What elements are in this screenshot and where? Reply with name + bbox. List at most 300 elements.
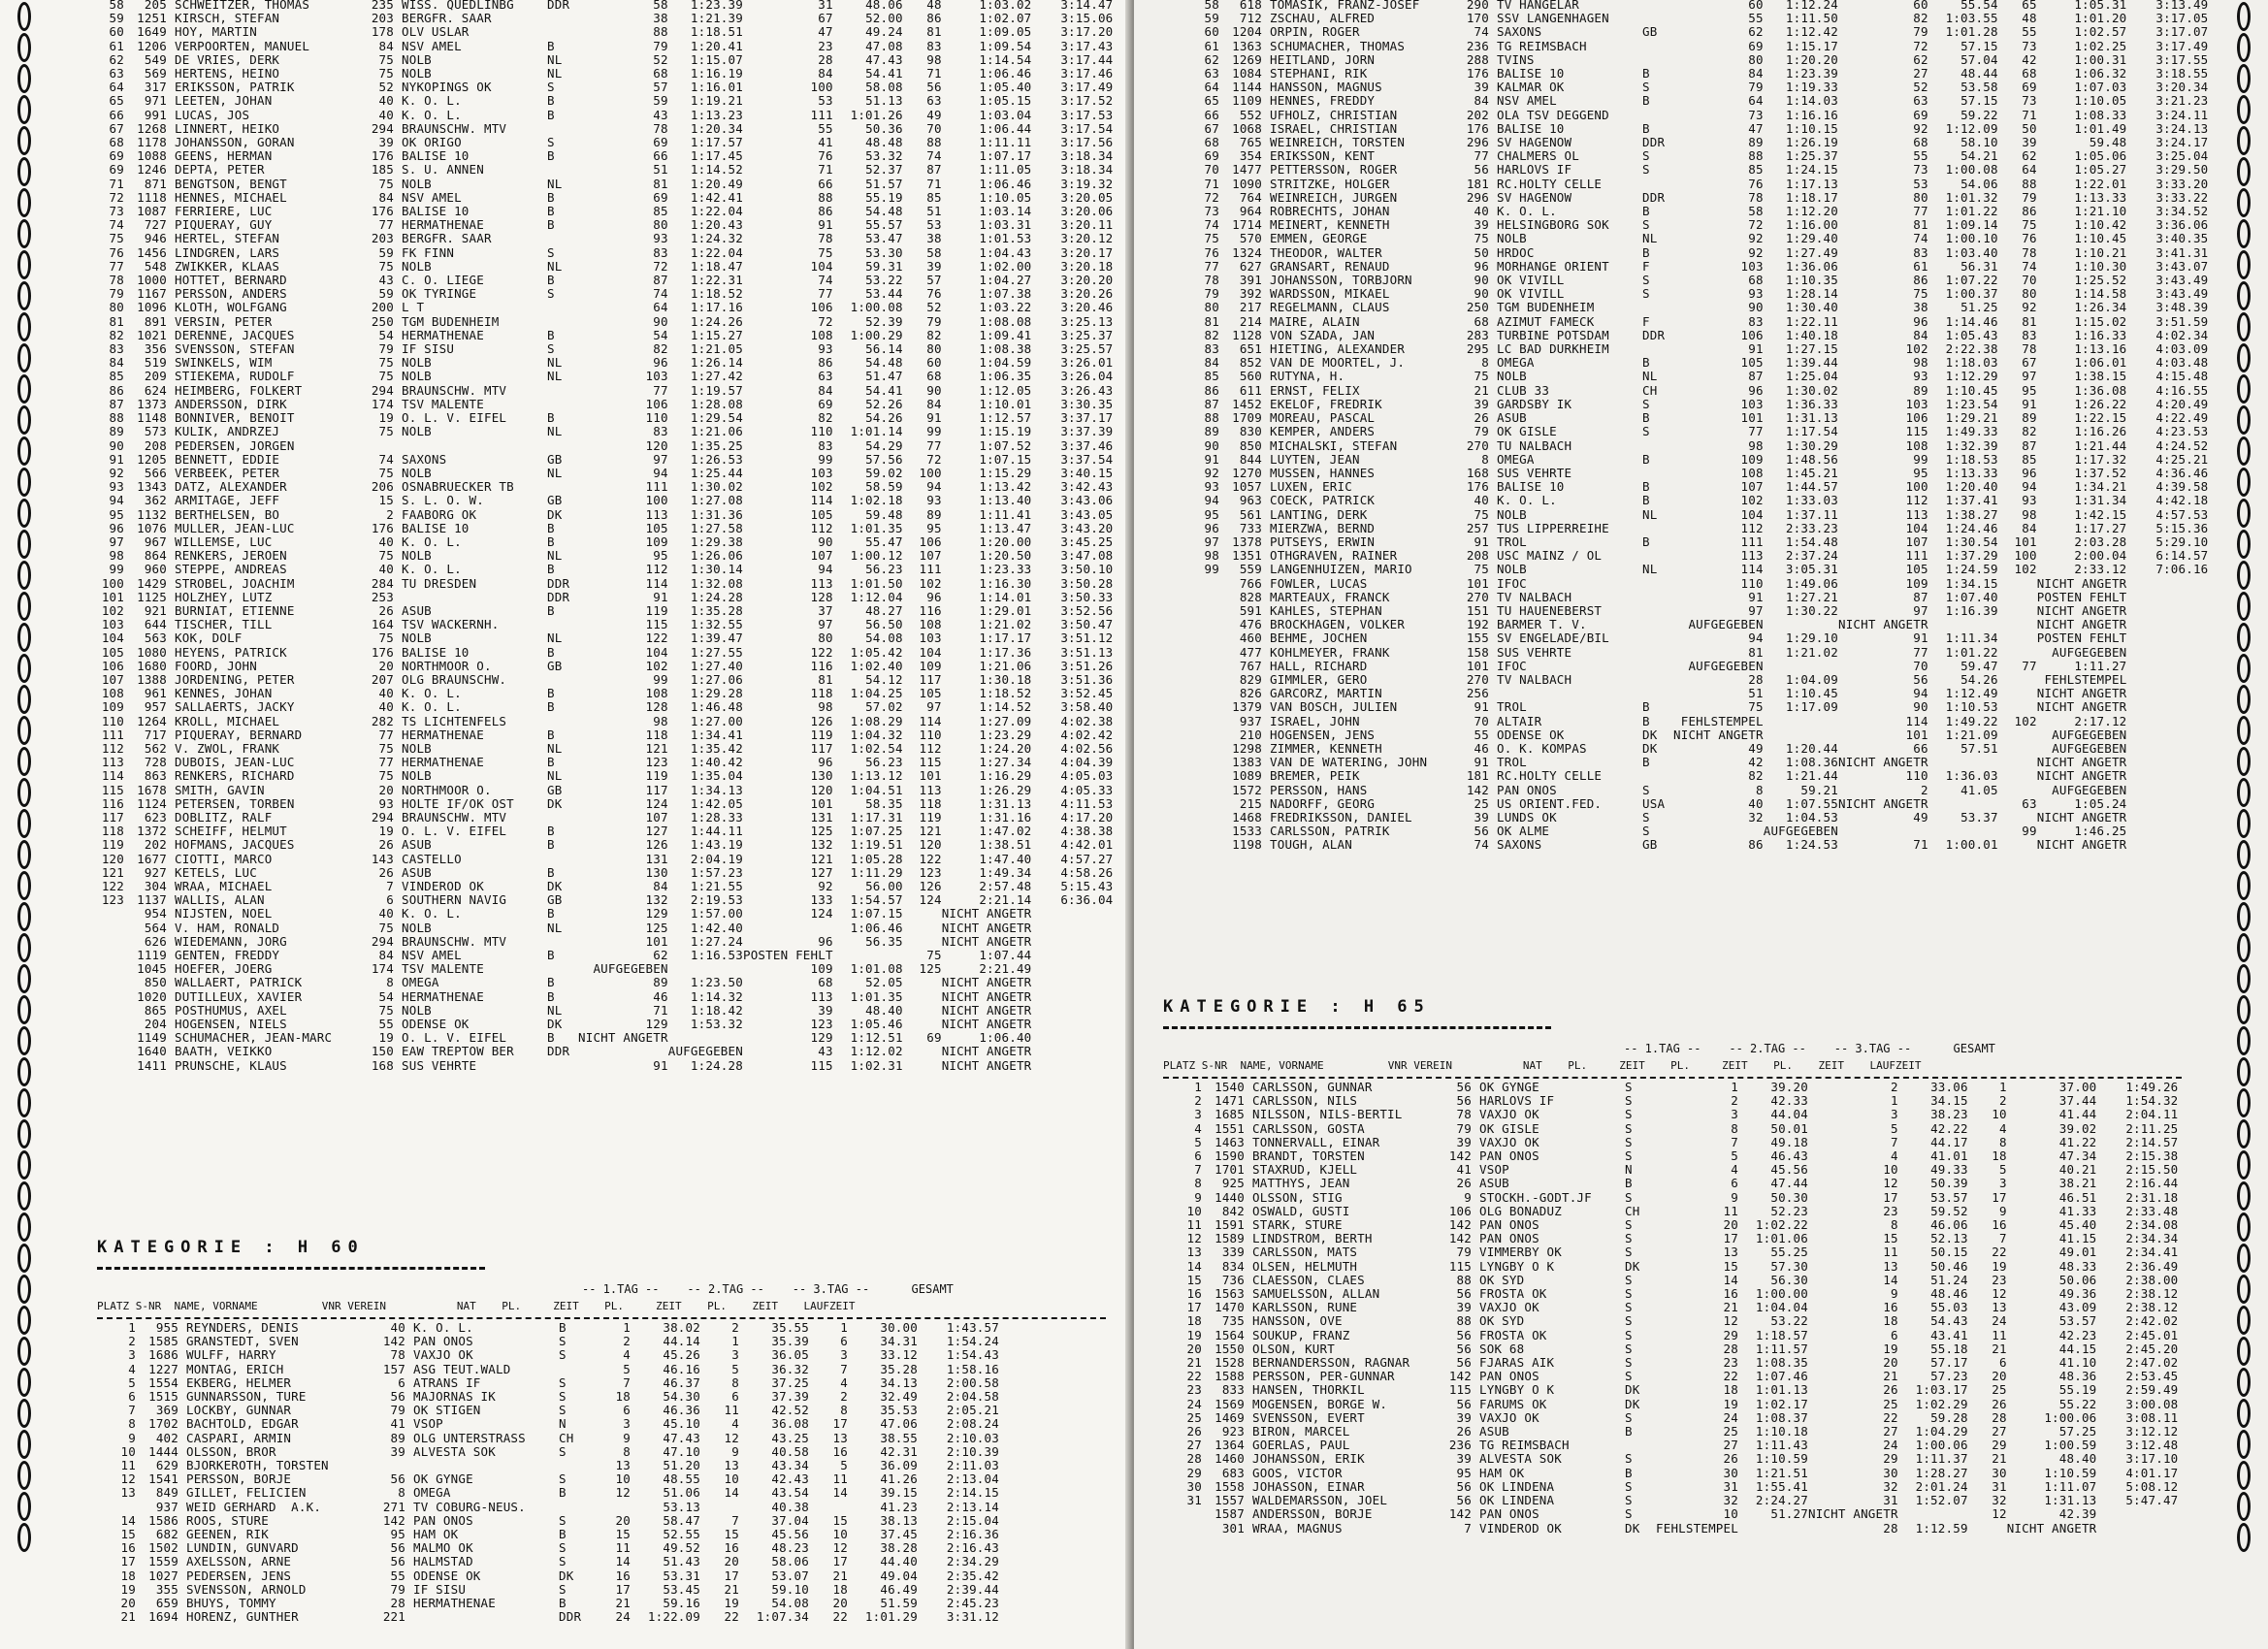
verein-cell: OK GYNGE bbox=[1479, 1081, 1539, 1094]
name-cell: VERPOORTEN, MANUEL bbox=[175, 39, 310, 53]
vnr-cell: 56 bbox=[1474, 163, 1489, 178]
nat-cell: B bbox=[547, 824, 555, 839]
nat-cell: B bbox=[547, 94, 555, 109]
table-row bbox=[1181, 425, 2208, 438]
verein-cell: TU DRESDEN bbox=[402, 576, 477, 591]
pl-day3-cell: 62 bbox=[2022, 149, 2037, 164]
platz-cell: 104 bbox=[101, 631, 124, 646]
time-day3-cell: 2:57.48 bbox=[979, 880, 1032, 893]
nat-cell: DK bbox=[1625, 1397, 1640, 1411]
total-time-cell: 4:20.49 bbox=[2155, 397, 2209, 411]
start-nr-cell: 1148 bbox=[137, 411, 167, 426]
start-nr-cell: 1027 bbox=[148, 1568, 178, 1583]
platz-cell: 84 bbox=[1204, 356, 1219, 371]
total-time-cell: 2:04.11 bbox=[2125, 1108, 2179, 1122]
time-day1-cell: 1:36.06 bbox=[1785, 259, 1838, 274]
start-nr-cell: 552 bbox=[1239, 108, 1262, 122]
verein-cell: US ORIENT.FED. bbox=[1497, 796, 1603, 811]
time-day1-cell: 1:21.39 bbox=[690, 12, 743, 26]
table-row bbox=[85, 508, 1113, 522]
chain-link bbox=[2237, 1181, 2251, 1211]
platz-cell: 95 bbox=[1204, 507, 1219, 522]
pl-day3-cell: 93 bbox=[926, 494, 942, 508]
platz-cell: 6 bbox=[1194, 1149, 1202, 1164]
total-time-cell: 4:42.18 bbox=[2155, 494, 2209, 508]
pl-day3-cell: 60 bbox=[926, 356, 942, 371]
pl-day1-cell bbox=[1673, 824, 1764, 838]
pl-day1-cell: 8 bbox=[623, 1444, 631, 1459]
platz-cell: 22 bbox=[1186, 1370, 1202, 1384]
pl-day1-cell: 4 bbox=[623, 1348, 631, 1363]
time-day3-cell: 1:13.42 bbox=[979, 480, 1032, 495]
time-day3-cell: 1:03.14 bbox=[979, 205, 1032, 219]
table-row bbox=[85, 53, 1113, 67]
pl-day2-cell: 23 bbox=[1883, 1204, 1898, 1218]
time-day3-cell: 1:13.33 bbox=[2074, 190, 2127, 205]
chain-link bbox=[2237, 1150, 2251, 1180]
verein-cell: NOLB bbox=[402, 259, 432, 274]
time-day1-cell: 1:27.08 bbox=[690, 494, 743, 508]
start-nr-cell: 561 bbox=[1239, 507, 1262, 522]
pl-day1-cell: NICHT ANGETR bbox=[578, 1031, 668, 1046]
pl-day1-cell: 3 bbox=[623, 1417, 631, 1432]
pl-day2-cell: 17 bbox=[1883, 1190, 1898, 1205]
time-day1-cell: 1:21.44 bbox=[1785, 769, 1838, 784]
start-nr-cell: 1383 bbox=[1232, 756, 1262, 770]
start-nr-cell: 683 bbox=[1221, 1466, 1245, 1480]
verein-cell: TROL bbox=[1497, 534, 1527, 549]
time-day1-cell bbox=[668, 1031, 743, 1045]
pl-day2-cell: 102 bbox=[1905, 342, 1928, 357]
pl-day3-cell: 68 bbox=[926, 370, 942, 384]
table-row bbox=[85, 370, 1113, 383]
pl-day2-cell: 5 bbox=[731, 1362, 739, 1376]
vnr-cell: 39 bbox=[1474, 218, 1489, 233]
time-day2-cell: 1:18.53 bbox=[1945, 452, 1998, 467]
nat-cell: S bbox=[559, 1555, 567, 1569]
name-cell: CARLSSON, GUNNAR bbox=[1252, 1081, 1373, 1094]
verein-cell: ASUB bbox=[402, 838, 432, 853]
nat-cell: B bbox=[547, 838, 555, 853]
time-day3-cell: 1:16.30 bbox=[979, 576, 1032, 591]
pl-day1-cell: 10 bbox=[615, 1472, 631, 1487]
pl-day2-cell: 94 bbox=[818, 563, 833, 577]
start-nr-cell: 1324 bbox=[1232, 245, 1262, 260]
pl-day3-cell: 27 bbox=[1992, 1425, 2007, 1439]
verein-cell: FROSTA OK bbox=[1479, 1328, 1547, 1342]
time-day2-cell: 54.43 bbox=[1930, 1314, 1968, 1329]
time-day3-cell: NICHT ANGETR bbox=[2006, 1521, 2097, 1536]
name-cell: SVENSSON, STEFAN bbox=[175, 342, 295, 357]
platz-cell: 74 bbox=[1204, 218, 1219, 233]
total-time-cell: 3:43.49 bbox=[2155, 287, 2209, 302]
pl-day2-cell bbox=[743, 922, 833, 935]
table-row bbox=[85, 811, 1113, 824]
verein-cell: TSV MALENTE bbox=[402, 962, 484, 977]
time-day3-cell: 38.21 bbox=[2058, 1177, 2097, 1191]
verein-cell: RC.HOLTY CELLE bbox=[1497, 769, 1603, 784]
pl-day2-cell: 103 bbox=[810, 466, 833, 480]
pl-day3-cell: 107 bbox=[919, 549, 942, 564]
pl-day2-cell: 60 bbox=[1913, 0, 1928, 12]
pl-day3-cell: 21 bbox=[1992, 1342, 2007, 1356]
vnr-cell: 90 bbox=[1474, 287, 1489, 302]
pl-day3-cell bbox=[1998, 769, 2037, 783]
platz-cell: 85 bbox=[109, 370, 124, 384]
total-time-cell: 3:25.13 bbox=[1060, 314, 1114, 329]
table-row bbox=[1163, 1149, 2178, 1163]
pl-day1-cell: 52 bbox=[653, 52, 668, 67]
vnr-cell: 8 bbox=[1481, 356, 1489, 371]
name-cell: TONNERVALL, EINAR bbox=[1252, 1135, 1380, 1149]
verein-cell: FJARAS AIK bbox=[1479, 1356, 1555, 1371]
total-time-cell: 3:52.56 bbox=[1060, 603, 1114, 618]
table-row bbox=[85, 522, 1113, 535]
pl-day2-cell: 83 bbox=[818, 438, 833, 453]
pl-day2-cell: 52 bbox=[1913, 81, 1928, 95]
nat-cell: B bbox=[547, 149, 555, 164]
time-day1-cell: 1:20.44 bbox=[1785, 741, 1838, 756]
platz-cell: 120 bbox=[101, 852, 124, 866]
pl-day3-cell: 84 bbox=[926, 397, 942, 411]
platz-cell bbox=[1163, 1522, 1202, 1536]
time-day2-cell: 48.44 bbox=[1960, 67, 1998, 81]
start-nr-cell: 834 bbox=[1221, 1259, 1245, 1274]
pl-day1-cell: 54 bbox=[653, 328, 668, 342]
time-day3-cell: 1:31.13 bbox=[2044, 1494, 2097, 1508]
nat-cell bbox=[539, 122, 578, 136]
start-nr-cell: 1089 bbox=[1232, 769, 1262, 784]
nat-cell: B bbox=[547, 205, 555, 219]
table-row bbox=[97, 1459, 999, 1472]
vnr-cell: 75 bbox=[378, 1003, 394, 1018]
time-day2-cell: 59.10 bbox=[771, 1582, 809, 1597]
platz-cell: 63 bbox=[1204, 67, 1219, 81]
nat-cell: B bbox=[1642, 205, 1650, 219]
pl-day1-cell: 79 bbox=[1748, 81, 1764, 95]
time-day3-cell: 33.12 bbox=[880, 1348, 918, 1363]
chain-link bbox=[17, 468, 31, 497]
pl-day2-cell: POSTEN FEHLT bbox=[742, 949, 833, 963]
chain-link bbox=[2237, 747, 2251, 776]
total-time-cell: 3:13.49 bbox=[2155, 0, 2209, 12]
nat-cell: B bbox=[547, 976, 555, 990]
pl-day3-cell: 5 bbox=[1998, 1163, 2007, 1178]
table-row bbox=[85, 315, 1113, 329]
total-time-cell bbox=[2096, 1507, 2178, 1521]
total-time-cell: 3:17.53 bbox=[1060, 108, 1114, 122]
pl-day3-cell: 90 bbox=[926, 383, 942, 398]
pl-day1-cell: 83 bbox=[653, 245, 668, 260]
pl-day3-cell: 3 bbox=[840, 1348, 848, 1363]
pl-day1-cell: 93 bbox=[1748, 287, 1764, 302]
time-day1-cell: 1:42.05 bbox=[690, 796, 743, 811]
verein-cell: K. O. L. bbox=[402, 687, 462, 701]
pl-day3-cell: 96 bbox=[926, 590, 942, 604]
name-cell: VON SZADA, JAN bbox=[1270, 328, 1376, 342]
total-time-cell: 4:24.52 bbox=[2155, 438, 2209, 453]
verein-cell: BALISE 10 bbox=[402, 205, 470, 219]
time-day2-cell: 54.26 bbox=[1960, 672, 1998, 687]
name-cell: KIRSCH, STEFAN bbox=[175, 12, 280, 26]
start-nr-cell: 1470 bbox=[1215, 1301, 1245, 1315]
vnr-cell: 176 bbox=[1466, 480, 1489, 495]
time-day3-cell: 34.31 bbox=[880, 1335, 918, 1349]
time-day3-cell: 1:12.57 bbox=[979, 411, 1032, 426]
platz-cell: 9 bbox=[128, 1431, 136, 1445]
total-time-cell: 3:12.48 bbox=[2125, 1439, 2179, 1453]
verein-cell: HERMATHENAE bbox=[402, 756, 484, 770]
nat-cell bbox=[1635, 178, 1673, 191]
time-day3-cell: 1:27.34 bbox=[979, 756, 1032, 770]
pl-day2-cell: 7 bbox=[731, 1513, 739, 1528]
pl-day1-cell: 89 bbox=[653, 976, 668, 990]
chain-link bbox=[17, 809, 31, 838]
nat-cell bbox=[539, 715, 578, 728]
pl-day2-cell: 115 bbox=[1905, 425, 1928, 439]
time-day1-cell: 1:21.05 bbox=[690, 342, 743, 357]
start-nr-cell: 1677 bbox=[137, 852, 167, 866]
pl-day3-cell: 68 bbox=[2022, 67, 2037, 81]
nat-cell: NL bbox=[547, 67, 563, 81]
table-row bbox=[85, 922, 1113, 935]
verein-cell: BERGFR. SAAR bbox=[402, 232, 492, 246]
verein-cell: O. K. KOMPAS bbox=[1497, 741, 1587, 756]
start-nr-cell: 1588 bbox=[1215, 1370, 1245, 1384]
platz-cell: 85 bbox=[1204, 370, 1219, 384]
name-cell: LEETEN, JOHAN bbox=[175, 94, 273, 109]
table-row bbox=[1181, 838, 2208, 852]
name-cell: BJORKEROTH, TORSTEN bbox=[186, 1459, 329, 1473]
time-day3-cell: 41.22 bbox=[2058, 1135, 2097, 1149]
time-day1-cell: 1:14.03 bbox=[1785, 94, 1838, 109]
vnr-cell: 56 bbox=[1456, 1094, 1472, 1109]
table-row bbox=[1163, 1507, 2178, 1521]
time-day2-cell: 1:01.35 bbox=[850, 989, 903, 1004]
time-day1-cell bbox=[1764, 660, 1838, 673]
chain-link bbox=[2237, 871, 2251, 900]
time-day1-cell: 1:27.15 bbox=[1785, 342, 1838, 357]
pl-day2-cell: 2 bbox=[1920, 783, 1928, 797]
time-day1-cell: 45.26 bbox=[663, 1348, 700, 1363]
chain-link bbox=[17, 1275, 31, 1304]
table-row bbox=[1181, 728, 2208, 742]
pl-day1-cell: 94 bbox=[1748, 631, 1764, 646]
pl-day1-cell: 92 bbox=[1748, 232, 1764, 246]
vnr-cell: 2 bbox=[386, 507, 394, 522]
pl-day3-cell: 4 bbox=[1998, 1121, 2007, 1136]
name-cell: LUYTEN, JEAN bbox=[1270, 452, 1360, 467]
pl-day2-cell: 13 bbox=[724, 1459, 739, 1473]
pl-day2-cell: 24 bbox=[1883, 1439, 1898, 1453]
start-nr-cell: 1206 bbox=[137, 39, 167, 53]
pl-day1-cell: 6 bbox=[1731, 1177, 1738, 1191]
pl-day1-cell: 91 bbox=[1748, 342, 1764, 357]
total-time-cell bbox=[2126, 824, 2208, 838]
pl-day2-cell: 113 bbox=[1905, 507, 1928, 522]
start-nr-cell: 1080 bbox=[137, 645, 167, 660]
pl-day2-cell: 71 bbox=[818, 163, 833, 178]
time-day3-cell: 1:16.33 bbox=[2074, 328, 2127, 342]
time-day3-cell: 35.28 bbox=[880, 1362, 918, 1376]
pl-day1-cell: 59 bbox=[653, 94, 668, 109]
start-nr-cell: 1268 bbox=[137, 121, 167, 136]
time-day3-cell: 1:20.50 bbox=[979, 549, 1032, 564]
start-nr-cell: 1090 bbox=[1232, 177, 1262, 191]
table-row bbox=[85, 866, 1113, 880]
platz-cell: 59 bbox=[109, 12, 124, 26]
start-nr-cell: 627 bbox=[1239, 259, 1262, 274]
nat-cell: S bbox=[1625, 1094, 1633, 1109]
name-cell: PIQUERAY, GUY bbox=[175, 218, 273, 233]
vnr-cell: 115 bbox=[1448, 1259, 1472, 1274]
time-day3-cell: 42.31 bbox=[880, 1444, 918, 1459]
platz-cell: 90 bbox=[1204, 438, 1219, 453]
pl-day1-cell: 103 bbox=[1740, 397, 1764, 411]
name-cell: HEITLAND, JORN bbox=[1270, 52, 1376, 67]
pl-day3-cell: 42 bbox=[2022, 52, 2037, 67]
total-time-cell: 3:20.11 bbox=[1060, 218, 1114, 233]
time-day2-cell: 1:04.25 bbox=[850, 687, 903, 701]
name-cell: BHUYS, TOMMY bbox=[186, 1597, 276, 1611]
total-time-cell: 3:20.18 bbox=[1060, 259, 1114, 274]
table-row bbox=[1181, 246, 2208, 260]
pl-day2-cell: 113 bbox=[810, 989, 833, 1004]
chain-link bbox=[17, 2, 31, 31]
time-day1-cell: 1:28.14 bbox=[1785, 287, 1838, 302]
pl-day3-cell bbox=[903, 1018, 942, 1031]
nat-cell: S bbox=[1642, 287, 1650, 302]
nat-cell: S bbox=[559, 1348, 567, 1363]
time-day2-cell: 1:02.40 bbox=[850, 659, 903, 673]
nat-cell bbox=[1635, 342, 1673, 356]
time-day3-cell: NICHT ANGETR bbox=[2036, 603, 2127, 618]
start-nr-cell: 1550 bbox=[1215, 1342, 1245, 1356]
time-day3-cell: 1:31.13 bbox=[979, 796, 1032, 811]
total-time-cell: 3:40.15 bbox=[1060, 466, 1114, 480]
time-day2-cell: 57.15 bbox=[1960, 94, 1998, 109]
time-day3-cell: 48.40 bbox=[2058, 1452, 2097, 1467]
time-day3-cell: 48.33 bbox=[2058, 1259, 2097, 1274]
time-day3-cell: 1:34.21 bbox=[2074, 480, 2127, 495]
header-underline bbox=[97, 1317, 1106, 1319]
time-day2-cell: 51.57 bbox=[865, 177, 903, 191]
nat-cell: DDR bbox=[547, 590, 570, 604]
nat-cell: B bbox=[1642, 452, 1650, 467]
pl-day3-cell: 70 bbox=[2022, 274, 2037, 288]
time-day1-cell: 45.56 bbox=[1770, 1163, 1808, 1178]
verein-cell: ASUB bbox=[1479, 1425, 1509, 1439]
pl-day2-cell: 1 bbox=[1890, 1094, 1898, 1109]
table-row bbox=[1181, 411, 2208, 425]
time-day2-cell: 57.23 bbox=[1930, 1370, 1968, 1384]
chain-link bbox=[2237, 343, 2251, 372]
start-nr-cell: 214 bbox=[1239, 314, 1262, 329]
name-cell: DEPTA, PETER bbox=[175, 163, 265, 178]
pl-day3-cell: 28 bbox=[1992, 1410, 2007, 1425]
time-day2-cell: 1:29.21 bbox=[1945, 411, 1998, 426]
pl-day1-cell: 21 bbox=[1723, 1301, 1738, 1315]
pl-day1-cell: 9 bbox=[1731, 1190, 1738, 1205]
name-cell: FOORD, JOHN bbox=[175, 659, 257, 673]
pl-day2-cell: 26 bbox=[1883, 1383, 1898, 1398]
time-day3-cell: 1:06.46 bbox=[979, 177, 1032, 191]
time-day2-cell: 40.58 bbox=[771, 1444, 809, 1459]
pl-day1-cell: 10 bbox=[1723, 1507, 1738, 1522]
total-time-cell: 2:08.24 bbox=[946, 1417, 999, 1432]
time-day1-cell: 1:18.51 bbox=[690, 25, 743, 40]
time-day2-cell: 1:38.27 bbox=[1945, 507, 1998, 522]
total-time-cell: 2:16.43 bbox=[946, 1541, 999, 1556]
total-time-cell bbox=[1031, 1059, 1113, 1073]
nat-cell bbox=[1635, 577, 1673, 591]
table-row bbox=[1181, 232, 2208, 245]
chain-link bbox=[17, 778, 31, 807]
time-day3-cell: 40.21 bbox=[2058, 1163, 2097, 1178]
pl-day1-cell: 80 bbox=[653, 218, 668, 233]
time-day2-cell: 53.22 bbox=[865, 274, 903, 288]
name-cell: ROBRECHTS, JOHAN bbox=[1270, 205, 1390, 219]
table-row bbox=[85, 467, 1113, 480]
pl-day3-cell bbox=[1998, 811, 2037, 824]
name-cell: TISCHER, TILL bbox=[175, 618, 273, 632]
pl-day1-cell: 96 bbox=[1748, 383, 1764, 398]
name-cell: GEENS, HERMAN bbox=[175, 149, 273, 164]
vnr-cell: 39 bbox=[378, 136, 394, 150]
start-nr-cell: 937 bbox=[1239, 714, 1262, 728]
pl-day2-cell: 6 bbox=[731, 1390, 739, 1405]
total-time-cell: 3:25.04 bbox=[2155, 149, 2209, 164]
verein-cell: OK GISLE bbox=[1479, 1121, 1539, 1136]
table-row bbox=[97, 1417, 999, 1431]
start-nr-cell: 1351 bbox=[1232, 549, 1262, 564]
vnr-cell: 56 bbox=[390, 1555, 405, 1569]
time-day2-cell: 1:52.07 bbox=[1915, 1494, 1968, 1508]
time-day1-cell: 1:29.10 bbox=[1785, 631, 1838, 646]
name-cell: KLOTH, WOLFGANG bbox=[175, 301, 287, 315]
pl-day1-cell: 31 bbox=[1723, 1479, 1738, 1494]
time-day1-cell: 1:54.48 bbox=[1785, 534, 1838, 549]
total-time-cell: 1:54.32 bbox=[2125, 1094, 2179, 1109]
chain-link bbox=[17, 250, 31, 279]
vnr-cell: 39 bbox=[1474, 397, 1489, 411]
total-time-cell: 3:18.34 bbox=[1060, 149, 1114, 164]
start-nr-cell: 1585 bbox=[148, 1335, 178, 1349]
table-row bbox=[1181, 287, 2208, 301]
pl-day2-cell: 89 bbox=[1913, 383, 1928, 398]
vnr-cell: 157 bbox=[382, 1362, 405, 1376]
start-nr-cell: 728 bbox=[144, 756, 167, 770]
total-time-cell: 3:26.01 bbox=[1060, 356, 1114, 371]
total-time-cell: 2:00.58 bbox=[946, 1375, 999, 1390]
time-day2-cell bbox=[1928, 756, 1998, 769]
name-cell: DE VRIES, DERK bbox=[175, 52, 280, 67]
name-cell: HANSEN, THORKIL bbox=[1252, 1383, 1365, 1398]
time-day3-cell: AUFGEGEBEN bbox=[2052, 645, 2127, 660]
platz-cell: 80 bbox=[109, 301, 124, 315]
table-row bbox=[97, 1445, 999, 1459]
verein-cell: MORHANGE ORIENT bbox=[1497, 259, 1609, 274]
table-row bbox=[1163, 1287, 2178, 1301]
vnr-cell: 40 bbox=[1474, 494, 1489, 508]
verein-cell: MAJORNAS IK bbox=[413, 1390, 496, 1405]
platz-cell bbox=[1181, 577, 1219, 591]
pl-day1-cell: 25 bbox=[1723, 1425, 1738, 1439]
nat-cell: S bbox=[1642, 783, 1650, 797]
pl-day1-cell: 104 bbox=[1740, 507, 1764, 522]
pl-day2-cell: 98 bbox=[1913, 356, 1928, 371]
time-day1-cell: 51.20 bbox=[663, 1459, 700, 1473]
